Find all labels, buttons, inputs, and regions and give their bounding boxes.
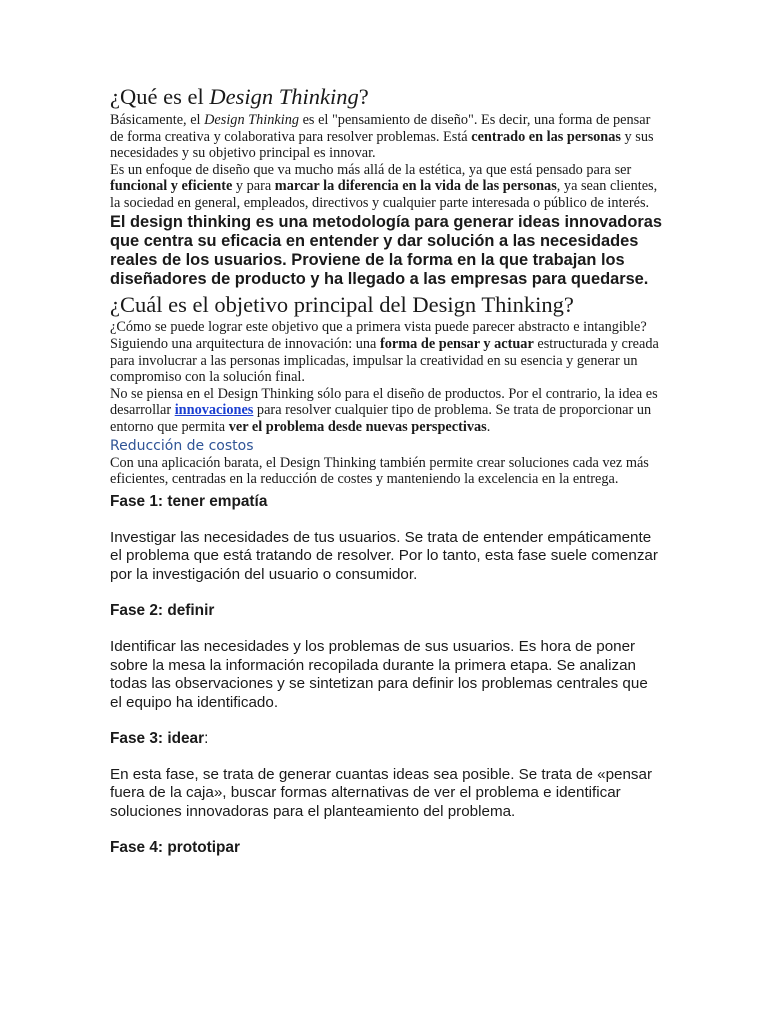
text-run: es el "pensamiento de diseño". Es decir, una forma de pensar de forma creativa y colaborativa para resolver problemas. Está <box>110 112 651 145</box>
text-run: No se piensa en el Design Thinking sólo para el diseño de productos. Por el contrario, la idea es desarrollar <box>110 385 658 419</box>
cost-reduction-heading: Reducción de costos <box>110 437 254 454</box>
bold-run: ver el problema desde nuevas perspectivas <box>228 418 487 435</box>
phase-2-text: Identificar las necesidades y los problemas de sus usuarios. Es hora de poner sobre la mesa la información recopilada durante la primera etapa. Se analizan todas las observaciones y se sintetizan para definir los problemas centrales que el equipo ha identificado. <box>110 637 648 711</box>
intro-paragraph <box>110 112 662 162</box>
phase-1-title: Fase 1: tener empatía <box>110 492 268 510</box>
bold-run: marcar la diferencia en la vida de las personas <box>274 178 557 195</box>
text-run: Siguiendo una arquitectura de innovación: una <box>110 335 380 352</box>
bold-run: centrado en las personas <box>471 128 621 145</box>
text-run: estructurada y creada para involucrar a las personas implicadas, impulsar la creatividad en su esencia y generar un compromiso con la solución final. <box>110 335 659 386</box>
phase-1-text: Investigar las necesidades de tus usuarios. Se trata de entender empáticamente el problema que está tratando de resolver. Por lo tanto, esta fase suele comenzar por la investigación del usuario o consumidor. <box>110 528 658 584</box>
phase-3-title-text: Fase 3: idear <box>110 729 205 747</box>
bold-run: funcional y eficiente <box>110 178 233 195</box>
document-content <box>110 82 662 857</box>
objective-heading: ¿Cuál es el objetivo principal del Design Thinking? <box>110 292 574 318</box>
products-paragraph <box>110 386 662 436</box>
architecture-paragraph <box>110 336 662 386</box>
text-run: Básicamente, el <box>110 112 205 128</box>
bold-run: forma de pensar y actuar <box>379 335 534 352</box>
definition-paragraph: El design thinking es una metodología para generar ideas innovadoras que centra su eficacia en entender y dar solución a las necesidades reales de los usuarios. Proviene de la forma en la que trabajan los diseñadores de producto y ha llegado a las empresas para quedarse. <box>110 212 662 289</box>
text-run: . <box>486 418 491 435</box>
heading-suffix: ? <box>358 84 369 109</box>
text-run: , ya sean clientes, la sociedad en general, empleados, directivos y cualquier parte interesada o público de interés. <box>110 178 658 211</box>
approach-paragraph <box>110 162 662 212</box>
phase-3-title-colon: : <box>204 729 209 747</box>
phase-3-text: En esta fase, se trata de generar cuantas ideas sea posible. Se trata de «pensar fuera de la caja», buscar formas alternativas de ver el problema e identificar soluciones innovadoras para el planteamiento del problema. <box>110 765 653 821</box>
text-run: para resolver cualquier tipo de problema. Se trata de proporcionar un entorno que permita <box>110 402 652 435</box>
phase-4-title: Fase 4: prototipar <box>110 838 240 856</box>
text-run: Es un enfoque de diseño que va mucho más allá de la estética, ya que está pensado para ser <box>110 161 632 178</box>
phase-2-title: Fase 2: definir <box>110 601 215 619</box>
heading-italic: Design Thinking <box>209 84 359 109</box>
cost-paragraph: Con una aplicación barata, el Design Thinking también permite crear soluciones cada vez más eficientes, centradas en la reducción de costes y manteniendo la excelencia en la entrega. <box>110 454 649 488</box>
main-heading <box>110 82 662 112</box>
text-run: y sus necesidades y su objetivo principal es innovar. <box>110 128 654 162</box>
question-paragraph: ¿Cómo se puede lograr este objetivo que a primera vista puede parecer abstracto e intangible? <box>110 319 647 336</box>
text-run: y para <box>232 178 275 195</box>
innovaciones-link[interactable]: innovaciones <box>174 402 254 419</box>
italic-run: Design Thinking <box>204 112 300 128</box>
heading-prefix: ¿Qué es el <box>110 84 210 109</box>
phase-3-title <box>110 730 662 748</box>
